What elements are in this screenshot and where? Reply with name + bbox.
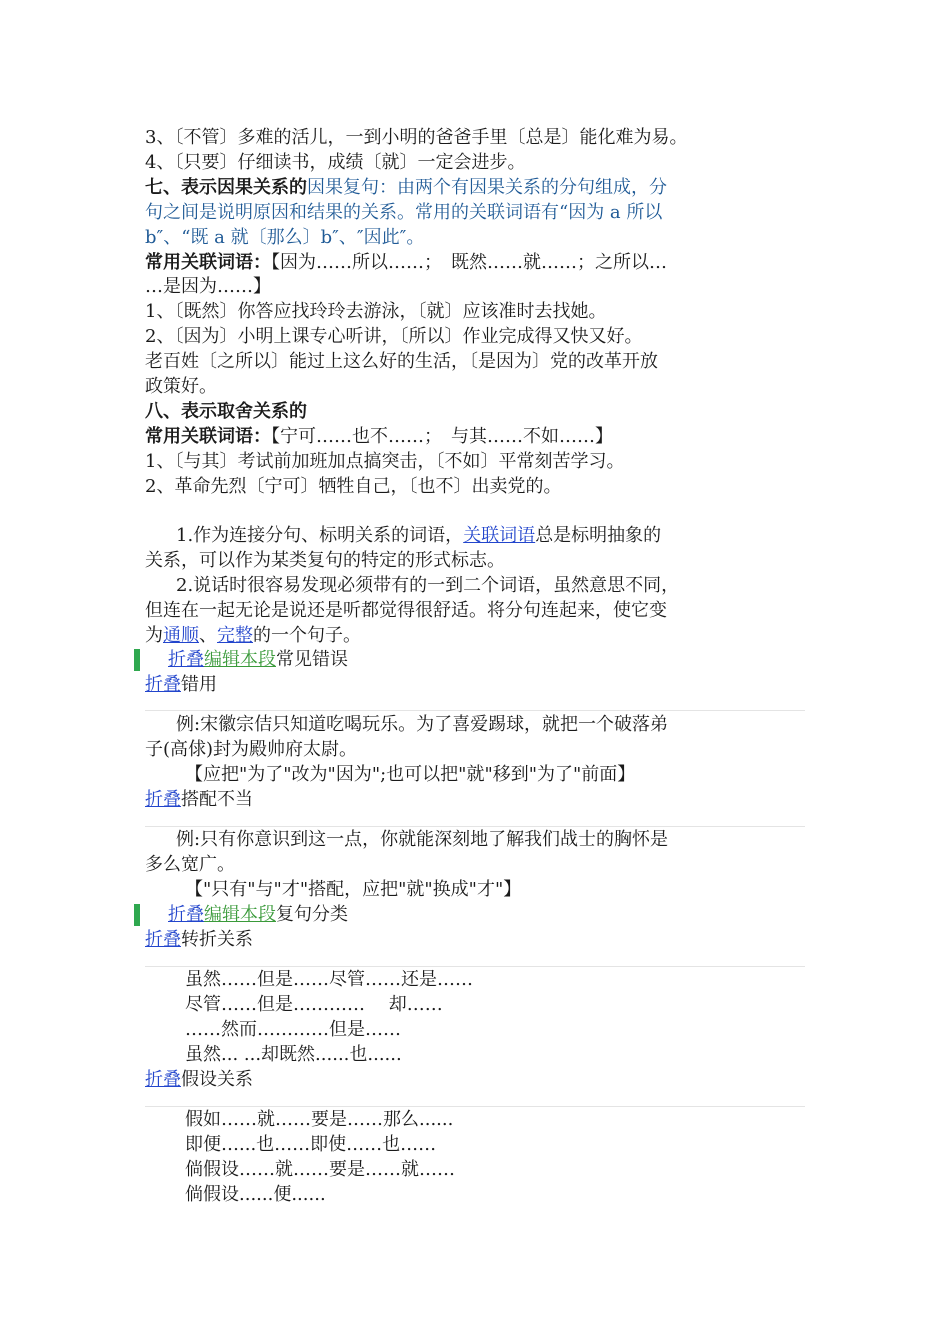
example-line: 3、〔不管〕多难的活儿，一到小明的爸爸手里〔总是〕能化难为易。 bbox=[145, 127, 688, 148]
section-title: 复句分类 bbox=[276, 904, 348, 925]
subsection-title: 错用 bbox=[181, 674, 217, 695]
section-heading-classification bbox=[168, 903, 348, 927]
link-smooth[interactable]: 通顺 bbox=[163, 625, 199, 646]
paragraph-text: 的一个句子。 bbox=[253, 625, 361, 646]
subsection-turn bbox=[145, 928, 253, 952]
correction-note: 【应把"为了"改为"因为";也可以把"就"移到"为了"前面】 bbox=[185, 764, 636, 785]
conjunction-words: 【因为……所以……； 既然……就……；之所以… bbox=[271, 252, 667, 273]
example-line: 2、〔因为〕小明上课专心听讲，〔所以〕作业完成得又快又好。 bbox=[145, 326, 643, 347]
divider bbox=[145, 966, 805, 967]
paragraph-text: 为 bbox=[145, 625, 163, 646]
conjunction-words: …是因为……】 bbox=[145, 276, 271, 297]
fold-link[interactable]: 折叠 bbox=[168, 904, 204, 925]
paragraph-text: 总是标明抽象的 bbox=[535, 525, 662, 546]
list-item: ……然而…………但是…… bbox=[185, 1019, 401, 1040]
fold-link[interactable]: 折叠 bbox=[145, 1069, 181, 1090]
example-text: 例:只有你意识到这一点，你就能深刻地了解我们战士的胸怀是 bbox=[176, 829, 669, 850]
example-line: 1、〔与其〕考试前加班加点搞突击，〔不如〕平常刻苦学习。 bbox=[145, 451, 625, 472]
conjunction-label: 常用关联词语： bbox=[145, 252, 271, 273]
example-line: 老百姓〔之所以〕能过上这么好的生活，〔是因为〕党的改革开放 bbox=[145, 351, 658, 372]
subsection-misuse bbox=[145, 673, 217, 697]
section-7-title: 七、表示因果关系的 bbox=[145, 177, 307, 198]
example-line: 政策好。 bbox=[145, 376, 217, 397]
divider bbox=[145, 1106, 805, 1107]
section-marker bbox=[134, 649, 140, 671]
subsection-title: 假设关系 bbox=[181, 1069, 253, 1090]
correction-note: 【"只有"与"才"搭配，应把"就"换成"才"】 bbox=[185, 879, 522, 900]
paragraph-text: 1.作为连接分句、标明关系的词语， bbox=[176, 525, 464, 546]
subsection-mismatch bbox=[145, 788, 253, 812]
list-item: 虽然... ...却既然......也...... bbox=[185, 1044, 402, 1065]
subsection-title: 搭配不当 bbox=[181, 789, 253, 810]
edit-section-link[interactable]: 编辑本段 bbox=[204, 904, 276, 925]
paragraph-text bbox=[145, 624, 361, 648]
section-8-title: 八、表示取舍关系的 bbox=[145, 401, 307, 422]
subsection-title: 转折关系 bbox=[181, 929, 253, 950]
divider bbox=[145, 826, 805, 827]
conjunction-list bbox=[145, 251, 667, 275]
fold-link[interactable]: 折叠 bbox=[145, 674, 181, 695]
paragraph-text: 关系，可以作为某类复句的特定的形式标志。 bbox=[145, 550, 505, 571]
section-heading-errors bbox=[168, 648, 348, 672]
list-item: 倘假设……就……要是……就…… bbox=[185, 1159, 455, 1180]
list-item: 即便…...也……即使……也…… bbox=[185, 1134, 437, 1155]
paragraph-1 bbox=[176, 524, 661, 548]
list-item: 尽管……但是………… 却…… bbox=[185, 994, 443, 1015]
paragraph-2: 2.说话时很容易发现必须带有的一到二个词语，虽然意思不同， bbox=[176, 575, 680, 596]
fold-link[interactable]: 折叠 bbox=[168, 649, 204, 670]
section-title: 常见错误 bbox=[276, 649, 348, 670]
edit-section-link[interactable]: 编辑本段 bbox=[204, 649, 276, 670]
divider bbox=[145, 710, 805, 711]
section-marker bbox=[134, 904, 140, 926]
link-complete[interactable]: 完整 bbox=[217, 625, 253, 646]
section-7-heading bbox=[145, 176, 667, 200]
paragraph-text: 但连在一起无论是说还是听都觉得很舒适。将分句连起来，使它变 bbox=[145, 600, 667, 621]
conjunction-label: 常用关联词语： bbox=[145, 426, 271, 447]
subsection-hypothesis bbox=[145, 1068, 253, 1092]
example-text: 多么宽广。 bbox=[145, 854, 235, 875]
separator: 、 bbox=[199, 625, 217, 646]
causal-definition: 因果复句：由两个有因果关系的分句组成，分 bbox=[307, 177, 667, 198]
fold-link[interactable]: 折叠 bbox=[145, 929, 181, 950]
example-text: 例:宋徽宗佶只知道吃喝玩乐。为了喜爱踢球，就把一个破落弟 bbox=[176, 714, 669, 735]
list-item: 假如……就……要是……那么...... bbox=[185, 1109, 454, 1130]
causal-definition: b″、“既 a 就〔那么〕b″、″因此″。 bbox=[145, 227, 425, 248]
example-line: 4、〔只要〕仔细读书，成绩〔就〕一定会进步。 bbox=[145, 152, 526, 173]
fold-link[interactable]: 折叠 bbox=[145, 789, 181, 810]
causal-definition: 句之间是说明原因和结果的关系。常用的关联词语有“因为 a 所以 bbox=[145, 202, 663, 223]
list-item: 虽然……但是……尽管……还是…… bbox=[185, 969, 473, 990]
conjunction-words: 【宁可……也不……； 与其……不如……】 bbox=[271, 426, 613, 447]
example-text: 子(高俅)封为殿帅府太尉。 bbox=[145, 739, 358, 760]
conjunction-list bbox=[145, 425, 613, 449]
example-line: 1、〔既然〕你答应找玲玲去游泳，〔就〕应该准时去找她。 bbox=[145, 301, 607, 322]
list-item: 倘假设......便...... bbox=[185, 1184, 326, 1205]
link-conjunction-words[interactable]: 关联词语 bbox=[463, 525, 536, 546]
example-line: 2、革命先烈〔宁可〕牺牲自己，〔也不〕出卖党的。 bbox=[145, 476, 562, 497]
